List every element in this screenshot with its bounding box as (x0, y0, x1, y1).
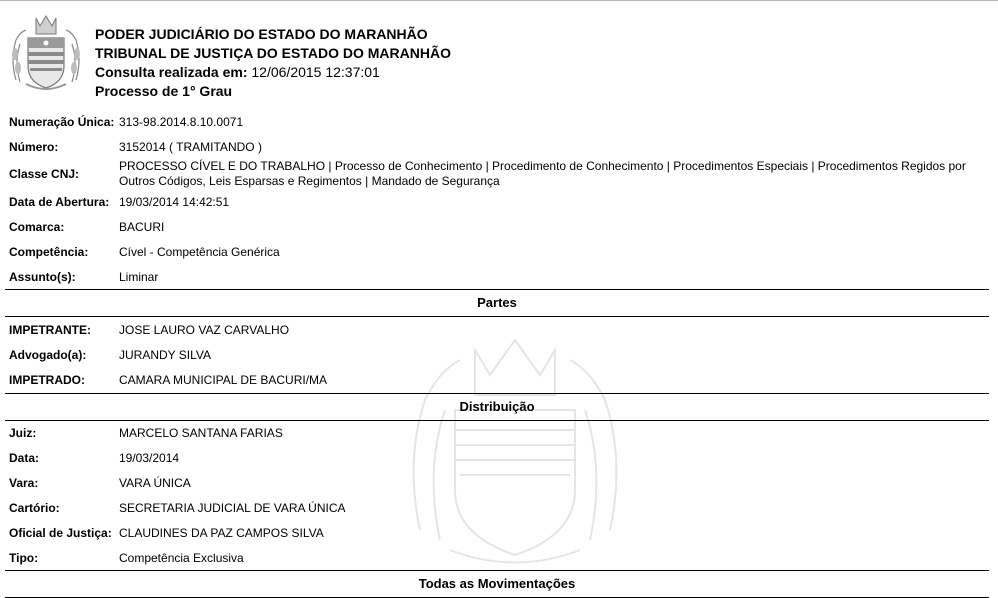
processo-grau: Processo de 1° Grau (95, 83, 233, 99)
field-label: IMPETRANTE: (9, 323, 91, 337)
field-value: Cível - Competência Genérica (119, 245, 280, 259)
field-value: Liminar (119, 270, 159, 284)
field-label: Assunto(s): (9, 270, 76, 284)
field-value: VARA ÚNICA (119, 476, 191, 490)
header-tribunal: TRIBUNAL DE JUSTIÇA DO ESTADO DO MARANHÃO (95, 45, 451, 61)
field-label: Competência: (9, 245, 89, 259)
field-value: CAMARA MUNICIPAL DE BACURI/MA (119, 373, 328, 387)
section-title: Distribuição (459, 399, 535, 414)
top-border (0, 0, 998, 1)
consulta-line (95, 63, 451, 82)
classe-cnj-value: PROCESSO CÍVEL E DO TRABALHO | Processo de Conhecimento | Procedimento de Conhecimento | Procedimentos Especiais | Procedimentos Regidos por Outros Códigos, Leis Esparsas e Regimentos | Mandado de Segurança (119, 159, 966, 188)
consulta-label: Consulta realizada em: (95, 64, 248, 80)
field-value: 19/03/2014 (119, 451, 180, 465)
section-title: Todas as Movimentações (418, 576, 576, 591)
field-value: 19/03/2014 14:42:51 (119, 195, 230, 209)
field-label: Número: (9, 140, 59, 154)
field-label: Oficial de Justiça: (9, 526, 112, 540)
field-label: Advogado(a): (9, 348, 87, 362)
field-value: JOSE LAURO VAZ CARVALHO (119, 323, 290, 337)
coat-of-arms-icon (6, 10, 86, 92)
field-label: IMPETRADO: (9, 373, 85, 387)
field-label: Vara: (9, 476, 39, 490)
field-value: SECRETARIA JUDICIAL DE VARA ÚNICA (119, 501, 346, 515)
section-partes (5, 289, 989, 317)
field-value: CLAUDINES DA PAZ CAMPOS SILVA (119, 526, 324, 540)
field-value: 313-98.2014.8.10.0071 (119, 115, 244, 129)
field-value: Competência Exclusiva (119, 551, 244, 565)
field-value: BACURI (119, 220, 165, 234)
section-movimentacoes (5, 570, 989, 598)
field-label: Data: (9, 451, 40, 465)
field-value: JURANDY SILVA (119, 348, 212, 362)
section-distribuicao (5, 393, 989, 421)
page-header (95, 25, 451, 101)
header-poder: PODER JUDICIÁRIO DO ESTADO DO MARANHÃO (95, 26, 428, 42)
field-value: 3152014 ( TRAMITANDO ) (119, 140, 262, 154)
field-label: Numeração Única: (9, 115, 115, 129)
field-label: Data de Abertura: (9, 195, 110, 209)
section-title: Partes (477, 295, 517, 310)
field-label: Cartório: (9, 501, 60, 515)
field-label: Tipo: (9, 551, 39, 565)
field-label: Comarca: (9, 220, 65, 234)
field-label: Juiz: (9, 426, 37, 440)
field-label: Classe CNJ: (9, 167, 80, 181)
consulta-value: 12/06/2015 12:37:01 (251, 64, 380, 80)
field-value: MARCELO SANTANA FARIAS (119, 426, 283, 440)
